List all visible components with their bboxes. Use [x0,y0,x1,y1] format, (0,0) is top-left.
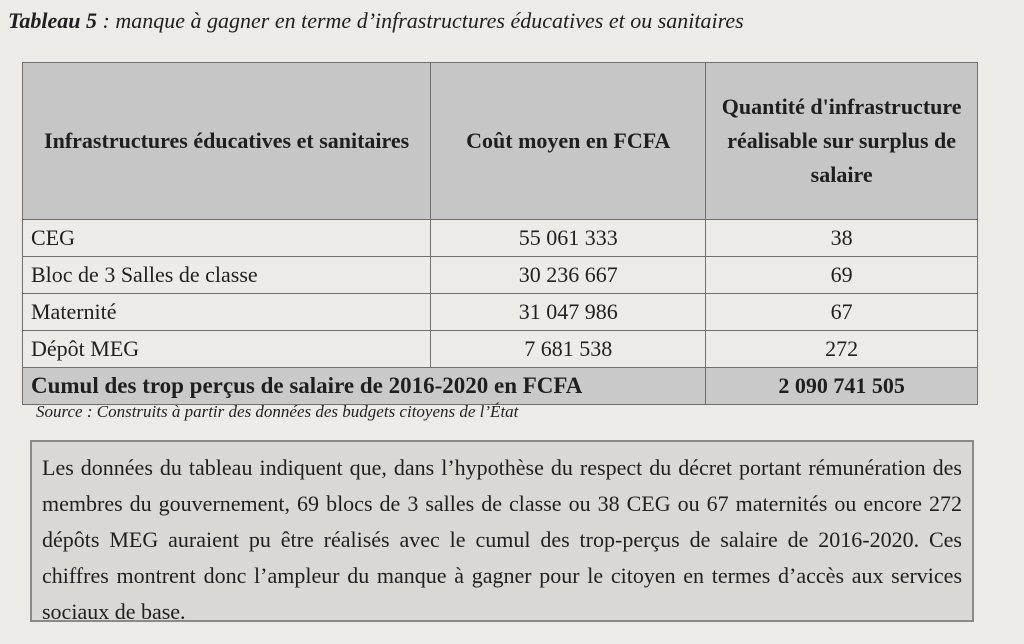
data-table [22,62,978,405]
table-header-row [23,63,978,220]
row-name: CEG [23,220,431,257]
table-row [23,257,978,294]
row-qty: 38 [706,220,978,257]
row-qty: 67 [706,294,978,331]
row-cost: 7 681 538 [431,331,706,368]
row-name: Maternité [23,294,431,331]
table-caption-text: : manque à gagner en terme d’infrastructures éducatives et ou sanitaires [97,8,744,33]
commentary-box [30,440,974,622]
row-cost: 55 061 333 [431,220,706,257]
row-cost: 31 047 986 [431,294,706,331]
header-cout-moyen: Coût moyen en FCFA [431,63,706,220]
table-caption-label: Tableau 5 [8,8,98,33]
total-label: Cumul des trop perçus de salaire de 2016-2020 en FCFA [23,368,706,405]
row-name: Dépôt MEG [23,331,431,368]
header-infrastructures: Infrastructures éducatives et sanitaires [23,63,431,220]
table-row [23,331,978,368]
table-total-row [23,368,978,405]
table-caption [8,8,744,34]
total-value: 2 090 741 505 [706,368,978,405]
source-note: Source : Construits à partir des données des budgets citoyens de l’État [36,402,519,421]
row-qty: 272 [706,331,978,368]
row-qty: 69 [706,257,978,294]
table-row [23,220,978,257]
commentary-text: Les données du tableau indiquent que, dans l’hypothèse du respect du décret portant rémunération des membres du gouvernement, 69 blocs de 3 salles de classe ou 38 CEG ou 67 maternités ou encore 272 dépôts MEG auraient pu être réalisés avec le cumul des trop-perçus de salaire de 2016-2020. Ces chiffres montrent donc l’ampleur du manque à gagner pour le citoyen en termes d’accès aux services sociaux de base. [42,455,962,624]
row-name: Bloc de 3 Salles de classe [23,257,431,294]
header-quantite: Quantité d'infrastructure réalisable sur surplus de salaire [706,63,978,220]
table-row [23,294,978,331]
row-cost: 30 236 667 [431,257,706,294]
